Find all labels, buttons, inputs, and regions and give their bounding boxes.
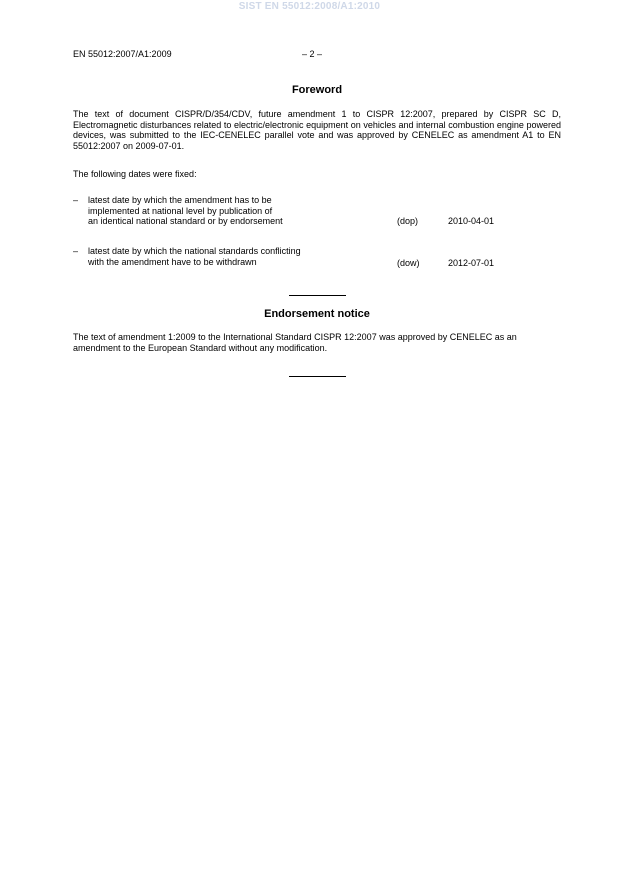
date-code: (dow) — [397, 258, 420, 268]
foreword-intro: The text of document CISPR/D/354/CDV, future amendment 1 to CISPR 12:2007, prepared by CISPR SC D, Electromagnetic disturbances related to electric/electronic equipment on vehicles and internal combustion engine powered devices, was submitted to the IEC-CENELEC parallel vote and was approved by CENELEC as amendment A1 to EN 55012:2007 on 2009-07-01. — [73, 109, 561, 151]
list-dash: – — [73, 195, 79, 205]
date-value: 2012-07-01 — [448, 258, 495, 268]
foreword-title: Foreword — [291, 84, 343, 96]
date-item-text — [88, 246, 378, 267]
date-item-line: latest date by which the amendment has to be — [88, 195, 272, 205]
date-value: 2010-04-01 — [448, 216, 495, 226]
dates-intro: The following dates were fixed: — [73, 169, 197, 179]
endorsement-text: The text of amendment 1:2009 to the International Standard CISPR 12:2007 was approved by CENELEC as an amendment to the European Standard without any modification. — [73, 332, 517, 353]
section-divider — [289, 295, 346, 296]
date-item-line: an identical national standard or by endorsement — [88, 216, 283, 226]
date-item-line: with the amendment have to be withdrawn — [88, 256, 257, 267]
end-divider — [289, 376, 346, 377]
date-item-text — [88, 195, 378, 227]
document-id: EN 55012:2007/A1:2009 — [73, 49, 172, 59]
date-code: (dop) — [397, 216, 419, 226]
date-item-line: latest date by which the national standards conflicting — [88, 246, 301, 256]
date-item-dow — [73, 246, 561, 270]
date-item-line: implemented at national level by publication of — [88, 205, 273, 216]
watermark: SIST EN 55012:2008/A1:2010 — [238, 1, 381, 12]
page-number: – 2 – — [302, 49, 323, 59]
list-dash: – — [73, 246, 79, 256]
date-item-dop — [73, 195, 561, 229]
endorsement-title: Endorsement notice — [264, 308, 370, 320]
